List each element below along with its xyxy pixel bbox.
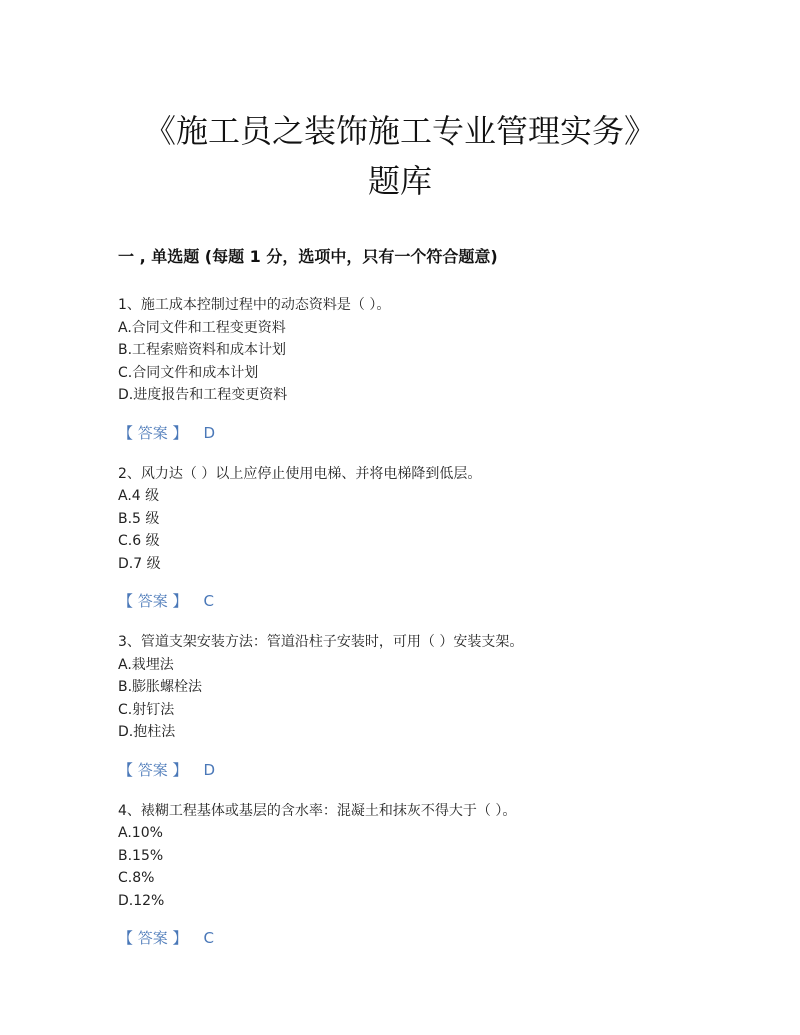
answer-label: 【 答案 】 (118, 423, 188, 442)
document-subtitle: 题库 (367, 162, 432, 200)
answer-line (118, 590, 718, 612)
answer-value: C (203, 592, 215, 610)
answer-value: D (203, 760, 216, 779)
document-title: 《施工员之装饰施工专业管理实务》 (143, 112, 656, 150)
answer-label: 【 答案 】 (118, 760, 188, 779)
option-a: A.10% (118, 825, 163, 841)
section-heading: 一 , 单选题 (每题 1 分，选项中，只有一个符合题意) (118, 247, 498, 266)
answer-value: D (203, 423, 216, 442)
question-text: 3、管道支架安装方法：管道沿柱子安装时，可用（ ）安装支架。 (118, 634, 524, 650)
question-item (118, 631, 718, 781)
answer-label: 【 答案 】 (118, 592, 188, 610)
question-text: 2、风力达（ ）以上应停止使用电梯、并将电梯降到低层。 (118, 465, 482, 482)
answer-line (118, 759, 718, 781)
answer-line (118, 927, 718, 949)
option-d: D.7 级 (118, 555, 161, 572)
question-item (118, 294, 718, 444)
answer-line (118, 422, 718, 444)
option-b: B.15% (118, 847, 164, 864)
option-c: C.8% (118, 870, 155, 886)
option-c: C.射钉法 (118, 701, 175, 718)
option-a: A.4 级 (118, 488, 160, 504)
option-d: D.进度报告和工程变更资料 (118, 387, 288, 403)
question-list (118, 294, 718, 968)
question-item (118, 463, 718, 613)
option-a: A.合同文件和工程变更资料 (118, 319, 286, 336)
answer-label: 【 答案 】 (118, 929, 188, 947)
option-c: C.合同文件和成本计划 (118, 364, 259, 381)
option-c: C.6 级 (118, 533, 160, 549)
option-d: D.抱柱法 (118, 724, 176, 740)
option-b: B.5 级 (118, 510, 160, 527)
question-item (118, 800, 718, 950)
option-a: A.栽埋法 (118, 656, 174, 673)
option-d: D.12% (118, 892, 165, 909)
option-b: B.膨胀螺栓法 (118, 679, 203, 695)
question-text: 1、施工成本控制过程中的动态资料是（ ）。 (118, 297, 391, 313)
question-text: 4、裱糊工程基体或基层的含水率：混凝土和抹灰不得大于（ ）。 (118, 802, 517, 819)
option-b: B.工程索赔资料和成本计划 (118, 342, 287, 358)
answer-value: C (203, 929, 215, 947)
